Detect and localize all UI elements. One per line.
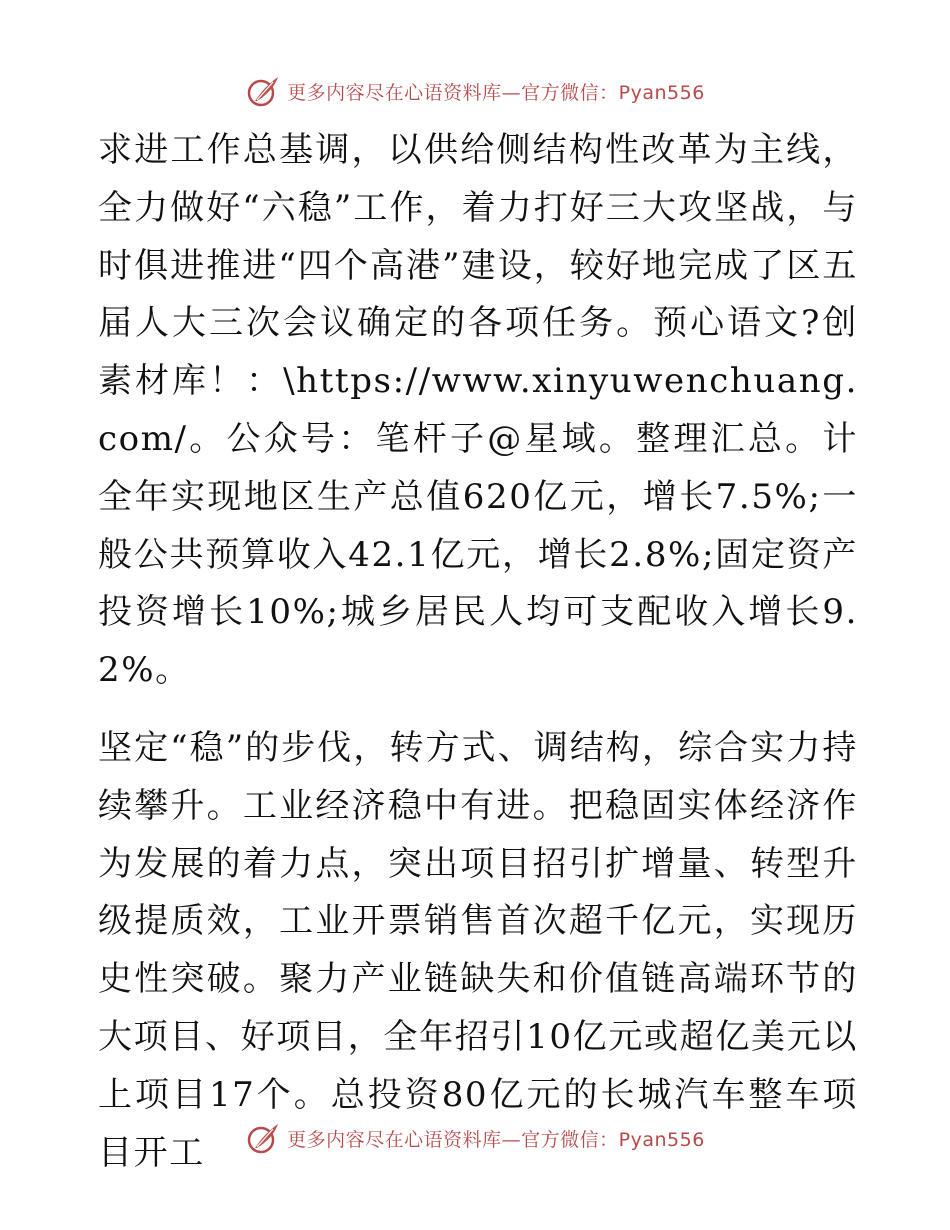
watermark-text: 更多内容尽在心语资料库—官方微信：Pyan556	[287, 1128, 705, 1151]
watermark-text: 更多内容尽在心语资料库—官方微信：Pyan556	[287, 81, 705, 104]
footer-watermark	[0, 1118, 950, 1158]
quill-pen-logo-icon	[245, 1121, 281, 1155]
paragraph-1: 求进工作总基调，以供给侧结构性改革为主线，全力做好“六稳”工作，着力打好三大攻坚战，与时俱进推进“四个高港”建设，较好地完成了区五届人大三次会议确定的各项任务。预心语文?创素材库！：\https://www.xinyuwenchuang.com/。公众号：笔杆子@星域。整理汇总。计全年实现地区生产总值620亿元，增长7.5%;一般公共预算收入42.1亿元，增长2.8%;固定资产投资增长10%;城乡居民人均可支配收入增长9.2%。	[98, 130, 858, 691]
paragraph-2: 坚定“稳”的步伐，转方式、调结构，综合实力持续攀升。工业经济稳中有进。把稳固实体经济作为发展的着力点，突出项目招引扩增量、转型升级提质效，工业开票销售首次超千亿元，实现历史性突破。聚力产业链缺失和价值链高端环节的大项目、好项目，全年招引10亿元或超亿美元以上项目17个。总投资80亿元的长城汽车整车项目开工	[98, 727, 858, 1173]
header-watermark	[0, 71, 950, 111]
quill-pen-logo-icon	[245, 74, 281, 108]
document-body	[98, 122, 858, 1182]
